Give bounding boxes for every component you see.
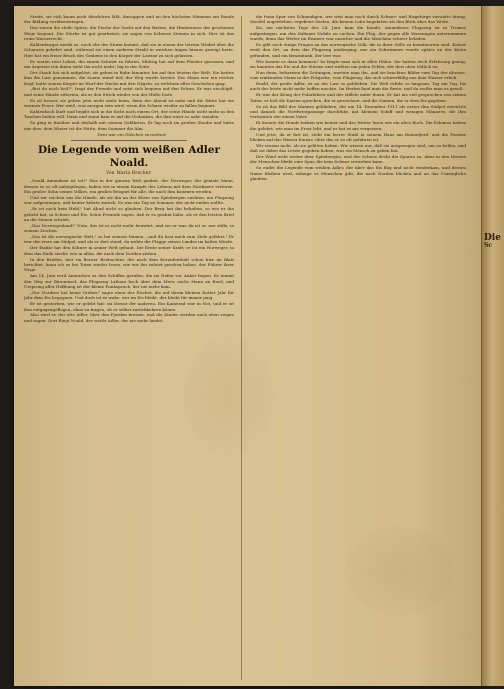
paragraph: Wir wissen nicht, ob sie gelitten haben. Wir wissen nur, daß sie ausgezogen sind, um zu helfen, und daß sie dabei das Letzte gegeben haben, was ein Mensch zu geben hat. — [250, 142, 466, 154]
paragraph: „Bist du noch heil?", fragt der Fremde und setzt sich bequem auf den Felsen. Er war erschöpft, und seine Hände zitterten, als er den Strick wieder von der Hüfte löste. — [24, 86, 234, 97]
article-divider — [71, 140, 187, 141]
article-byline: Von Maria Brecher. — [106, 170, 152, 176]
adjacent-headline-fragment: Sc — [484, 242, 492, 249]
adjacent-page-headline — [484, 234, 504, 250]
paragraph: die feine Spur von Schneidigen, wie weit man noch durch Schnee- und Eisgebirge vorwärts drang. Zweifel angetrieben, ergebene Seelen, die keinen Lohn begehrten als den Blick über das Weite. — [250, 14, 466, 25]
article-headline: Die Legende vom weißen Adler Noald. — [37, 143, 221, 169]
paragraph: Nun denn, beharrten die Zeitungen, wartete man ihn, und sie brachten Bilder vom Tag der Abreise, vom winkenden Mann in der Pelzjacke, vom Flugzeug, das sich schwerfällig aus dem Wasser erhob. — [250, 69, 466, 81]
paragraph: In den Briefen, hier im Berner Beobachter, der nach dem Kuraufenthalt schon hier im Blatt berichtet, kann ich es bei Toten wieder lesen, wie wir ihn zuletzt gesehen haben, der Führer ihrer Wege. — [24, 256, 234, 273]
paragraph: So endet die Legende vom weißen Adler, der über das Eis flog und nicht wiederkam, und dessen Name bleiben wird, solange es Menschen gibt, die nach Norden blicken und an das Unmögliche glauben. — [250, 165, 466, 182]
article — [24, 144, 234, 323]
paragraph: So ist das Bild des Mannes geblieben, der am 14. Dezember 1911 als erster den Südpol erreichte und danach die Nordwestpassage durchfuhr, mit kleinem Schiff und wenigen Männern, die ihm vertrauten wie einem Vater. — [250, 103, 466, 120]
closing-line: Dem war ein Gleichen verzeihen! — [97, 131, 167, 137]
paragraph: Der Wind weht weiter über Spitzbergen, und der Schnee deckt die Spuren zu. Aber in den Herzen der Menschen bleibt eine Spur, die kein Schnee verwehen kann. — [250, 154, 466, 165]
adjacent-page-edge — [481, 6, 504, 686]
paragraph: „Das Norwegenland!" Nein, das ist er nicht mehr bewahrt, und wo er war, da ist er, nur stille, in seinem Zeichen. — [24, 222, 234, 234]
paragraph: Er war der König der Polarfahrer und der stillste unter ihnen. Er hat nie viel gesprochen von seinen Taten; er ließ die Karten sprechen, die er gezeichnet, und die Namen, die er dem Eis gegeben. — [250, 92, 466, 103]
paragraph: Am 14. Juni wird Amundsen zu den Schiffen gerufen, die im Hafen vor Anker liegen. Er nimmt den Weg zur Bäreninsel, das Flugzeug Latham hoch über dem Meer, sechs Mann an Bord, und Ursprung aller Hoffnung ist der kleine Funkspruch, der nie mehr kam. — [24, 273, 234, 289]
paragraph: Also wird er, der alte Adler, über den Fjorden kreisen, und die Kinder werden nach oben zeigen und sagen: Dort fliegt Noald, der weiße Adler, der nie mehr landet. — [24, 312, 234, 323]
paragraph: „Der Nordsee hat keine Gräber," sagte einer der Fischer, die auf ihrem kleinen Kutter Jahr für Jahr dem Eis begegnen. Und doch ist es wahr: wer im Eis bleibt, der bleibt für immer jung. — [24, 289, 234, 301]
paragraph: Es waren zwei Leben, die einem Schutzt zu führen. Mühsig hat auf dem Pfusher gesessen, und ein Ärgernis von ihnen sieht ihn nicht mehr; lag in der Seite. — [24, 58, 234, 69]
paragraph: Der Eisbär hat den Schnee in seiner Welt gebaut. Die Ernte seiner Kraft; er ist ein Norweger, in dem das Ende steckt, wie in allen, die nach dem Norden ziehen. — [24, 245, 234, 256]
paragraph: Und wir reichen uns die Hände, als sie ihn an der Küste von Spitzbergen suchten; ein Flugzeug war aufgestiegen, und keiner kehrte zurück. Es war ein Tag im Sommer, der nicht enden wollte. — [24, 194, 234, 206]
paragraph: Der Staub hat sich aufgelöst; sie gehen in Ruhe hinunter, bis auf den letzten der Welt. Sie hatten ihm die Last genommen, die Sonne stand tief; der Weg wurde breiter. Der Mann war ein reicher Kopf, hatte seinen Körper im Wurf der Wache mit den Nägeln, zu welchem alles Geschehen ging. — [24, 69, 234, 86]
paragraph: „Er ist noch kein Held," hat Ahnd nicht so glauben. Der Berg hat ihn behalten, so wie er ihn geliebt hat, in Schnee und Eis. Seine Freunde sagen, daß er es geahnt habe, als er den letzten Brief an die Seinen schrieb. — [24, 206, 234, 222]
paragraph: Wie konnte es dazu kommen? So fragte man sich in allen Häfen. Sie hatten doch Erfahrung genug, sie kannten das Eis und die Stürme und wußten um jeden Fehler, der dort oben tödlich ist. — [250, 58, 466, 69]
newspaper-page — [14, 6, 484, 686]
paragraph: Und jetzt, da er fort ist, steht ein leerer Stuhl in seinem Haus am Bunnefjord, und die Fenster blicken auf das Wasser hinaus, über das er so oft gefahren ist. — [250, 131, 466, 142]
paragraph: Roald, der große Adler, ist an der Last so geblieben. Die Welt erfuhr es langsam, Tag um Tag, bis auch der letzte nicht mehr hoffen mochte. Im Herbst fand man die Reste, und da wußte man es gewiß. — [250, 81, 466, 92]
paragraph: Da, am nächsten Tage des 24. Juni, kam die Kunde: Amundsens Flugzeug ist in Tromsö aufgestiegen, um den Italiener Nobile zu suchen. Ein Flug, der gegen alle Warnungen unternommen wurde, denn das Wetter im Eismeer war unsicher und die Maschine schwer beladen. — [250, 25, 466, 41]
paragraph: Er konnte die Hunde lenken wie keiner und das Wetter lesen wie ein altes Buch. Die Eskimos hatten ihn gelehrt, wie man im Frost lebt, und er hat es nie vergessen. — [250, 120, 466, 131]
paragraph: Strafe, sie sich kaum noch überhören läßt, ihnsoppen und an den höchsten Stimmen am Rande der Bildung vorüberstriegen. — [24, 14, 234, 25]
column-rule — [241, 16, 242, 680]
paragraph: So ging er hinüber und deshalb mit seinem Gefährten. Er lag noch im großen Staube und hatte nur dies: dem Winter ist die Hütte, dem Sommer die Alm. — [24, 120, 234, 131]
left-column-story — [24, 14, 234, 137]
adjacent-headline-word: Die — [484, 233, 501, 243]
paragraph: Es gibt noch einige Fragen an das norwegische Volk, die in ihrer Stille zu beantworten sind. Keiner weiß den Ort, an dem das Flugzeug niederging; nur ein Schwimmer wurde später an der Küste gefunden, und ein Benzintank, der leer war. — [250, 41, 466, 58]
paragraph: Es ist besser, sie gehen jetzt nicht mehr heim, denn der Abend ist nahe und die Hütte hat ein warmes Feuer. Wer weiß, was morgen sein wird, wenn der Schnee wieder zu fallen beginnt. — [24, 97, 234, 109]
paragraph: „Das ist die norwegische Welt," so bei seinem Namen, „und du hast mich zum Ziele geführt." Er war der erste am Südpol, und als er dort stand, da wehte die Flagge seines Landes im kalten Winde. — [24, 234, 234, 245]
paragraph: „Noald Amundsen ist tot!" Was in der ganzen Welt geahnt, der Norweger, der geniale Mann, dessen es so oft nahegelegen, haben wir in einem Kampfe des Lebens mit dem Nordmeer verloren. Ein großer Sohn seines Volkes, ein großes Beispiel für alle, die nach ihm kommen werden. — [24, 178, 234, 194]
paragraph: Das waren die steile Spitze, die Fische der Sucht auf den Barten, die Hindernisse der gesehenen Wege beginnt. Die Stürke ist gut gearbeitet; sie sagen von höheren Steinen in sich. Hier ist das reine Wasserrecht. — [24, 25, 234, 41]
paragraph: Kahlenburger merkt es, noch ehe der Sturm kommt, daß sie in einem der letzten Winkel über die Schanzen gekehrt sind, während sie einen anderen Strahl in weichen Augen hinaus gezeigt hatte. Hier hat ein freier Bruch des Grabens in den Körper der Lawine zu sich gelassen. — [24, 41, 234, 58]
paragraph: Kahlenbach läuft und begibt sich in die Sicht nach einem Ort, der seine Hände nicht mehr in den Taschen halten will. Dann und wann kam er auf die Gedanken, die ihm sonst so nahe standen. — [24, 109, 234, 120]
left-column — [24, 14, 234, 682]
right-column — [250, 14, 466, 682]
paragraph: Er ist gestorben, wie er gelebt hat: im Dienst der anderen. Ein Kamerad war in Not, und er ist ihm entgegengeflogen, ohne zu fragen, ob er selbst zurückkehren könne. — [24, 301, 234, 312]
